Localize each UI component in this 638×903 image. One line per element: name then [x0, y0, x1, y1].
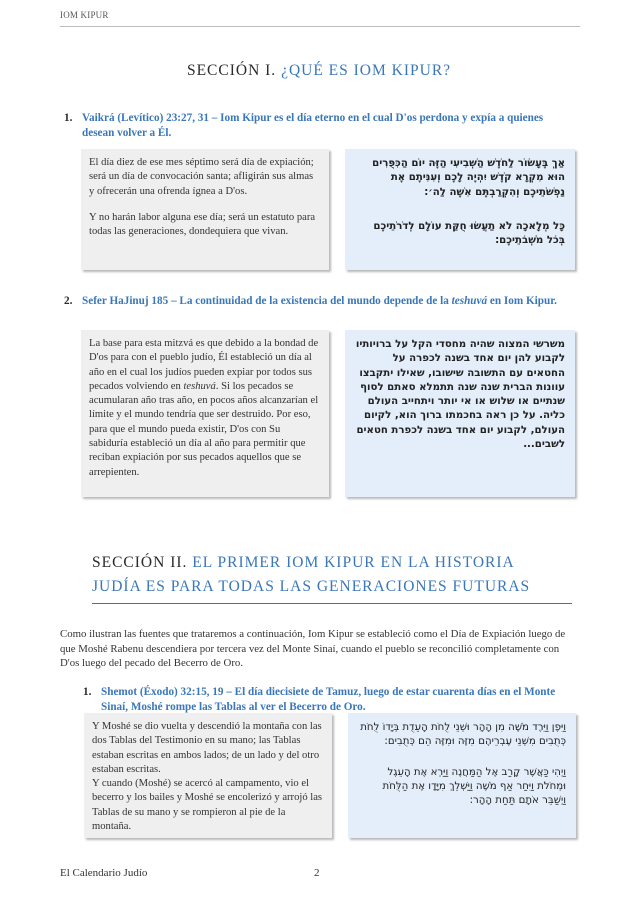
spanish-paragraph: El día diez de ese mes séptimo será día de expiación; será un día de convocación santa; afligirán sus almas y ofrecerán una ofrenda ígnea a D'os. [89, 157, 314, 197]
hebrew-paragraph: וַיִּפֶן וַיֵּרֶד מֹשֶׁה מִן הָהָר וּשְׁנֵי לֻחֹת הָעֵדֻת בְּיָדוֹ לֻחֹת כְּתֻבִים מִשְּׁנֵי עֶבְרֵיהֶם מִזֶּה וּמִזֶּה הֵם כְּתֻבִים: [360, 722, 566, 748]
section-2-title [92, 551, 592, 599]
spanish-translation-box [81, 149, 329, 270]
item-heading-text: Sefer HaJinuj 185 – La continuidad de la existencia del mundo depende de la [82, 295, 452, 307]
section-1-title [0, 62, 638, 80]
hebrew-paragraph: וַיְהִי כַּאֲשֶׁר קָרַב אֶל הַמַּחֲנֶה וַיַּרְא אֶת הָעֵגֶל וּמְחֹלֹת וַיִּחַר אַף מֹשֶׁה וַיַּשְׁלֵךְ מִיָּדָו אֶת הַלֻּחֹת וַיְשַׁבֵּר אֹתָם תַּחַת הָהָר: [382, 766, 566, 807]
spanish-paragraph [89, 337, 321, 480]
running-header: IOM KIPUR [60, 10, 109, 20]
spanish-paragraph: Y no harán labor alguna ese día; será un estatuto para todas las generaciones, dondequiera que vivan. [89, 211, 316, 238]
hebrew-source-box [345, 330, 575, 497]
spanish-emphasis: teshuvá [183, 380, 216, 392]
item-number: 1. [64, 112, 73, 124]
item-heading-text-end: en Iom Kipur. [487, 295, 557, 307]
item-heading-text: Shemot (Éxodo) 32:15, 19 – El día diecisiete de Tamuz, luego de estar cuarenta días en el Monte Sinaí, Moshé rompe las Tablas al ver el Becerro de Oro. [101, 686, 556, 713]
section-1-label: SECCIÓN I. [186, 62, 277, 79]
spanish-paragraph: Y cuando (Moshé) se acercó al campamento, vio el becerro y los bailes y Moshé se encolerizó y arrojó las Tablas de su mano y se rompieron al pie de la montaña. [92, 778, 323, 833]
header-rule [60, 26, 580, 27]
hebrew-source-box [345, 149, 575, 270]
hebrew-paragraph: כָּל מְלָאכָה לֹא תַעֲשׂוּ חֻקַּת עוֹלָם לְדֹרֹתֵיכֶם בְּכֹל מֹשְׁבֹתֵיכֶם: [373, 220, 565, 247]
hebrew-paragraph: משרשי המצוה שהיה מחסדי הקל על ברויותיו לקבוע להן יום אחד בשנה לכפרה על החטאים עם התשובה שישובו, שאילו יתקבצו עוונות הברית שנה שנה תתמלא סאתם לסוף שנתיים או שלוש או אי יותר ויתחייב העולם כליה. על כן ראה בחכמתו ברוך הוא, לקיום העולם, לקבוע יום אחד בשנה לכפרת חטאים לשבים... [355, 339, 565, 451]
item-heading-text: Vaikrá (Levítico) 23:27, 31 – Iom Kipur es el día eterno en el cual D'os perdona y expía a quienes desean volver a Él. [82, 112, 544, 139]
section-2-heading-line-2: JUDÍA ES PARA TODAS LAS GENERACIONES FUTURAS [92, 578, 531, 595]
spanish-paragraph: Y Moshé se dio vuelta y descendió la montaña con las dos Tablas del Testimonio en su mano; las Tablas estaban escritas en ambos lados; de un lado y del otro estaban escritas. [92, 721, 322, 775]
source-item-2-heading [64, 294, 574, 309]
spanish-translation-box [81, 330, 329, 497]
section-2-label: SECCIÓN II. [92, 554, 188, 571]
section-2-heading-line-1: EL PRIMER IOM KIPUR EN LA HISTORIA [192, 554, 515, 571]
hebrew-paragraph: אַךְ בֶּעָשׂוֹר לַחֹדֶשׁ הַשְּׁבִיעִי הַזֶּה יוֹם הַכִּפֻּרִים הוּא מִקְרָא קֹדֶשׁ יִהְיֶה לָכֶם וְעִנִּיתֶם אֶת נַפְשֹׁתֵיכֶם וְהִקְרַבְתֶּם אִשֶּׁה לַה׳: [372, 158, 565, 198]
page-number: 2 [314, 867, 320, 879]
footer-publication: El Calendario Judío [60, 867, 148, 879]
spanish-text: La base para esta mitzvá es que debido a la bondad de D'os para con el pueblo judío, Él estableció un día al año en el cual los judíos pueden expiar por todos sus pecados volviendo en [89, 338, 319, 392]
item-number: 2. [64, 295, 73, 307]
item-heading-emphasis: teshuvá [451, 295, 488, 307]
item-number: 1. [83, 686, 92, 698]
section-2-title-line-1 [92, 551, 592, 575]
spanish-text-end: . Si los pecados se acumularan año tras año, en pocos años alcanzarían el límite y el mundo tendría que ser destruido. Por eso, para que el mundo pueda existir, D'os con Su sabiduría estableció un día al año para permitir que reciban expiación por sus pecados aquellos que se arrepienten. [89, 380, 319, 478]
section-2-intro: Como ilustran las fuentes que trataremos a continuación, Iom Kipur se estableció como el Día de Expiación luego de que Moshé Rabenu descendiera por tercera vez del Monte Sinaí, cuando el pueblo se reconcilió completamente con D'os luego del pecado del Becerro de Oro. [60, 628, 566, 669]
source-item-3-heading [83, 685, 578, 715]
section-2-underline [92, 603, 572, 604]
section-1-heading: ¿QUÉ ES IOM KIPUR? [281, 62, 452, 79]
source-item-1-heading [64, 111, 574, 141]
hebrew-source-box [348, 713, 576, 838]
spanish-translation-box [84, 713, 332, 838]
